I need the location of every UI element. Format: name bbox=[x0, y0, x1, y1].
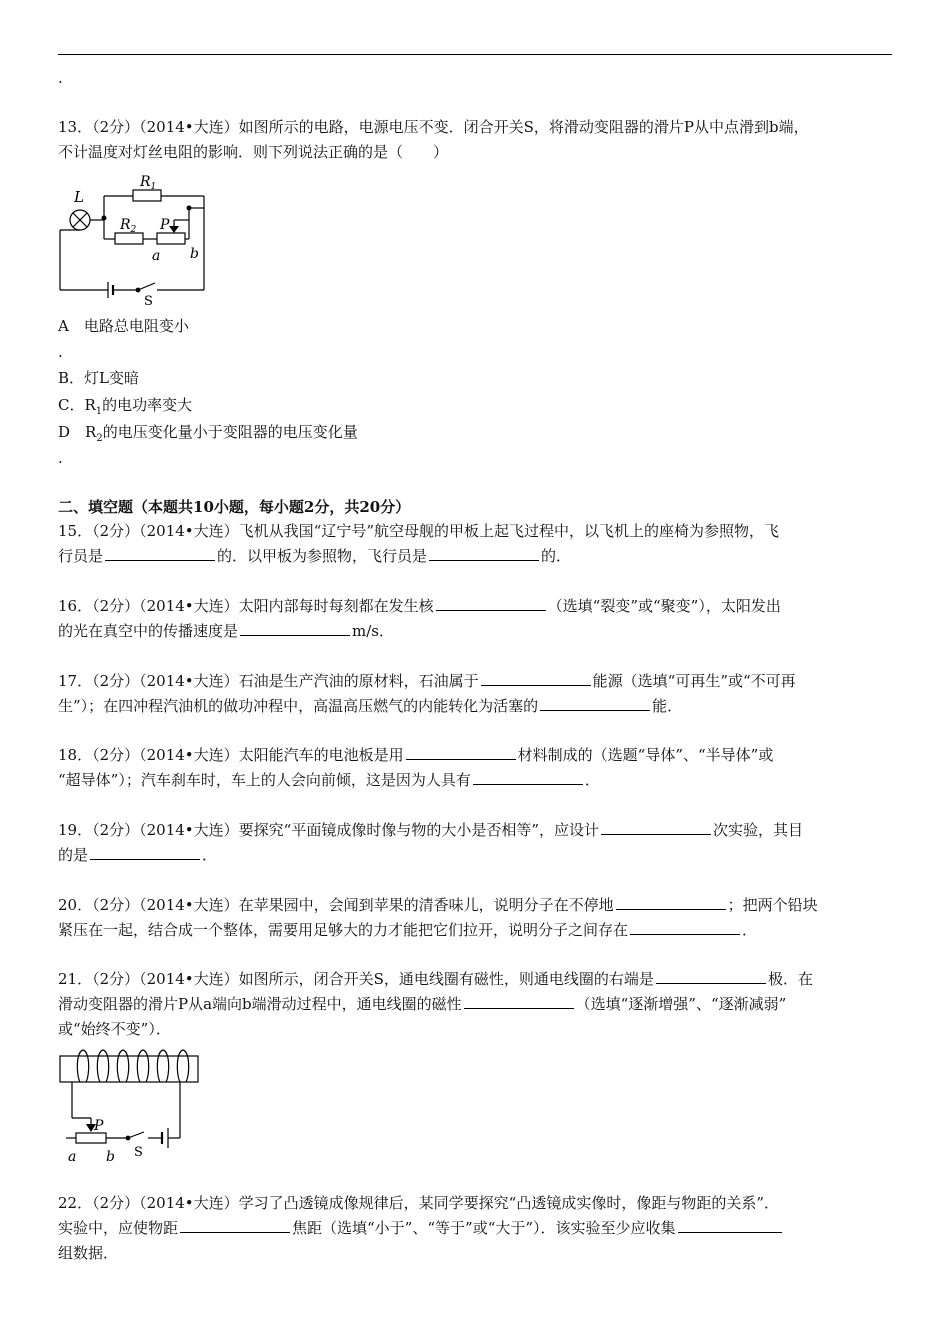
q13-line2: 不计温度对灯丝电阻的影响．则下列说法正确的是（ ） bbox=[58, 143, 449, 161]
q13-option-d-dot: . bbox=[58, 449, 63, 467]
q17-line1: 17．（2分）（2014•大连）石油是生产汽油的原材料，石油属于 能源（选填“可再生”或“不可再 bbox=[58, 672, 796, 690]
q17-line2: 生”）；在四冲程汽油机的做功冲程中，高温高压燃气的内能转化为活塞的 能． bbox=[58, 697, 683, 715]
q20-line1: 20．（2分）（2014•大连）在苹果园中，会闻到苹果的清香味儿，说明分子在不停地 ；把两个铅块 bbox=[58, 896, 818, 914]
q17-blank-2[interactable] bbox=[540, 696, 650, 711]
q17-blank-1[interactable] bbox=[481, 671, 591, 686]
q13-option-d: D $R_2$的电压变化量小于变阻器的电压变化量 bbox=[58, 423, 358, 444]
q21-label-b: b bbox=[106, 1149, 115, 1165]
q13-label-s: S bbox=[144, 294, 153, 309]
q21-blank-2[interactable] bbox=[464, 994, 574, 1009]
q13-line1: 13．（2分）（2014•大连）如图所示的电路，电源电压不变．闭合开关S，将滑动变阻器的滑片P从中点滑到b端， bbox=[58, 118, 809, 136]
q13-option-a-dot: . bbox=[58, 343, 63, 361]
q18-blank-2[interactable] bbox=[473, 770, 583, 785]
header-rule bbox=[58, 54, 892, 55]
q13-circuit-figure bbox=[58, 168, 218, 309]
q15-line1: 15．（2分）（2014•大连）飞机从我国“辽宁号”航空母舰的甲板上起飞过程中，以飞机上的座椅为参照物，飞 bbox=[58, 522, 779, 540]
q18-line2: “超导体”）；汽车刹车时，车上的人会向前倾，这是因为人具有 ． bbox=[58, 771, 600, 789]
q18-blank-1[interactable] bbox=[406, 745, 516, 760]
q15-blank-2[interactable] bbox=[429, 546, 539, 561]
q19-line2: 的是 ． bbox=[58, 846, 218, 864]
q22-blank-1[interactable] bbox=[180, 1218, 290, 1233]
q21-blank-1[interactable] bbox=[656, 969, 766, 984]
q16-blank-2[interactable] bbox=[240, 621, 350, 636]
q13-label-p: P bbox=[160, 217, 170, 233]
q15-blank-1[interactable] bbox=[105, 546, 215, 561]
q16-line1: 16．（2分）（2014•大连）太阳内部每时每刻都在发生核 （选填“裂变”或“聚变”），太阳发出 bbox=[58, 597, 781, 615]
q19-blank-1[interactable] bbox=[601, 820, 711, 835]
q13-label-r1: $R_1$ bbox=[140, 174, 157, 192]
q22-blank-2[interactable] bbox=[678, 1218, 782, 1233]
q15-line2: 行员是 的．以甲板为参照物，飞行员是 的． bbox=[58, 547, 572, 565]
q20-blank-1[interactable] bbox=[616, 895, 726, 910]
q21-solenoid-figure bbox=[58, 1046, 208, 1166]
q21-line3: 或“始终不变”）． bbox=[58, 1020, 171, 1038]
q13-option-a: A 电路总电阻变小 bbox=[58, 317, 189, 335]
q21-line2: 滑动变阻器的滑片P从a端向b端滑动过程中，通电线圈的磁性 （选填“逐渐增强”、“逐渐减弱” bbox=[58, 995, 787, 1013]
q16-line2: 的光在真空中的传播速度是 m/s． bbox=[58, 622, 394, 640]
q21-label-a: a bbox=[68, 1149, 77, 1165]
q13-label-b: b bbox=[190, 246, 199, 262]
q13-label-a: a bbox=[152, 248, 161, 264]
section-2-heading: 二、填空题（本题共10小题，每小题2分，共20分） bbox=[58, 498, 411, 516]
q21-label-p: P bbox=[94, 1118, 104, 1134]
q22-line3: 组数据． bbox=[58, 1244, 119, 1262]
q20-blank-2[interactable] bbox=[630, 920, 740, 935]
q13-label-r2: $R_2$ bbox=[120, 217, 137, 235]
q22-line2: 实验中，应使物距 焦距（选填“小于”、“等于”或“大于”）．该实验至少应收集 bbox=[58, 1216, 784, 1240]
q22-line1: 22．（2分）（2014•大连）学习了凸透镜成像规律后，某同学要探究“凸透镜成实像时，像距与物距的关系”． bbox=[58, 1194, 779, 1212]
q19-line1: 19．（2分）（2014•大连）要探究“平面镜成像时像与物的大小是否相等”，应设计 次实验，其目 bbox=[58, 821, 804, 839]
q20-line2: 紧压在一起，结合成一个整体，需要用足够大的力才能把它们拉开，说明分子之间存在 ． bbox=[58, 921, 758, 939]
q18-line1: 18．（2分）（2014•大连）太阳能汽车的电池板是用 材料制成的（选题“导体”、“半导体”或 bbox=[58, 746, 774, 764]
q19-blank-2[interactable] bbox=[90, 845, 200, 860]
q21-line1: 21．（2分）（2014•大连）如图所示，闭合开关S，通电线圈有磁性，则通电线圈的右端是 极．在 bbox=[58, 970, 813, 988]
q13-option-c: C．$R_1$的电功率变大 bbox=[58, 396, 193, 417]
top-dot: . bbox=[58, 69, 63, 87]
q21-label-s: S bbox=[134, 1145, 143, 1160]
q13-option-b: B．灯L变暗 bbox=[58, 369, 139, 387]
q13-label-lamp: L bbox=[74, 188, 84, 206]
q16-blank-1[interactable] bbox=[436, 596, 546, 611]
